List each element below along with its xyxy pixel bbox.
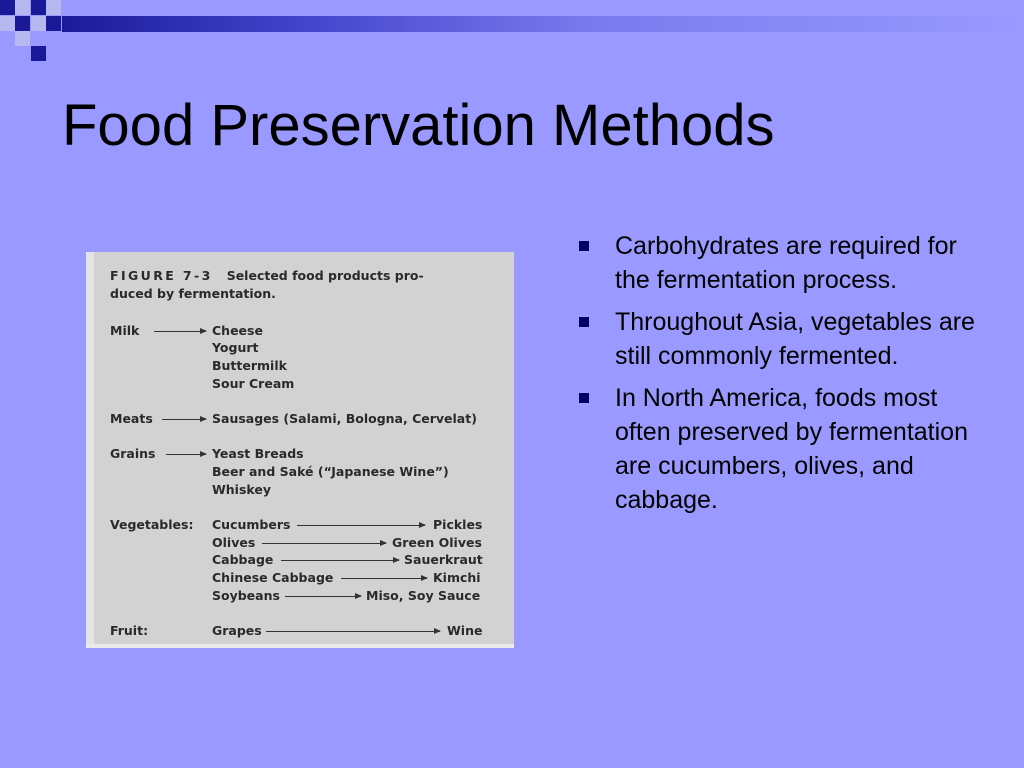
source-food: Cucumbers — [212, 517, 291, 532]
source-food: Chinese Cabbage — [212, 570, 334, 585]
square-bullet-icon — [579, 317, 589, 327]
square-bullet-icon — [579, 241, 589, 251]
product-item: Buttermilk — [212, 358, 287, 373]
arrow-icon — [154, 331, 206, 332]
bullet-text: Throughout Asia, vegetables are still commonly fermented. — [615, 308, 975, 370]
figure-caption-line-2: duced by fermentation. — [110, 286, 276, 301]
bullet-text: In North America, foods most often preserved by fermentation are cucumbers, olives, and cabbage. — [615, 384, 968, 514]
bullet-item — [578, 229, 998, 297]
source-food: Olives — [212, 535, 256, 550]
corner-decoration — [0, 0, 1024, 62]
fermented-product: Wine — [447, 623, 483, 638]
product-item: Sour Cream — [212, 376, 295, 391]
arrow-icon — [162, 419, 206, 420]
category-vegetables: Vegetables: — [110, 517, 194, 532]
figure-number: FIGURE 7-3 — [110, 268, 213, 283]
decor-square — [15, 16, 30, 31]
figure-caption-line-1: Selected food products pro- — [226, 268, 424, 283]
figure-left-border — [86, 252, 94, 648]
decor-square — [46, 0, 61, 15]
product-item: Yogurt — [212, 340, 259, 355]
decor-square — [0, 16, 15, 31]
slide-title: Food Preservation Methods — [62, 93, 775, 158]
arrow-icon — [297, 525, 425, 526]
decor-square — [15, 31, 30, 46]
bullet-text: Carbohydrates are required for the fermentation process. — [615, 232, 957, 294]
product-item: Sausages (Salami, Bologna, Cervelat) — [212, 411, 477, 426]
arrow-icon — [281, 560, 399, 561]
category-meats: Meats — [110, 411, 153, 426]
product-item: Yeast Breads — [212, 446, 304, 461]
fermented-product: Miso, Soy Sauce — [366, 588, 481, 603]
decor-square — [31, 0, 46, 15]
bullet-list — [578, 229, 998, 525]
decor-square — [15, 0, 30, 15]
figure-caption — [110, 267, 490, 303]
header-gradient-bar — [62, 16, 1024, 32]
decor-square — [31, 46, 46, 61]
source-food: Soybeans — [212, 588, 280, 603]
source-food: Grapes — [212, 623, 262, 638]
bullet-item — [578, 381, 998, 517]
category-grains: Grains — [110, 446, 156, 461]
arrow-icon — [285, 596, 361, 597]
decor-square — [31, 16, 46, 31]
decor-square — [46, 16, 61, 31]
arrow-icon — [266, 631, 440, 632]
fermented-product: Green Olives — [392, 535, 482, 550]
fermented-product: Sauerkraut — [404, 552, 483, 567]
product-item: Beer and Saké (“Japanese Wine”) — [212, 464, 449, 479]
category-fruit: Fruit: — [110, 623, 149, 638]
product-item: Whiskey — [212, 482, 272, 497]
decor-square — [0, 0, 15, 15]
square-bullet-icon — [579, 393, 589, 403]
arrow-icon — [341, 578, 427, 579]
source-food: Cabbage — [212, 552, 274, 567]
fermented-product: Kimchi — [433, 570, 481, 585]
figure-bottom-border — [86, 644, 514, 648]
fermentation-figure — [86, 252, 514, 648]
bullet-item — [578, 305, 998, 373]
product-item: Cheese — [212, 323, 263, 338]
fermented-product: Pickles — [433, 517, 483, 532]
category-milk: Milk — [110, 323, 140, 338]
arrow-icon — [262, 543, 386, 544]
arrow-icon — [166, 454, 206, 455]
